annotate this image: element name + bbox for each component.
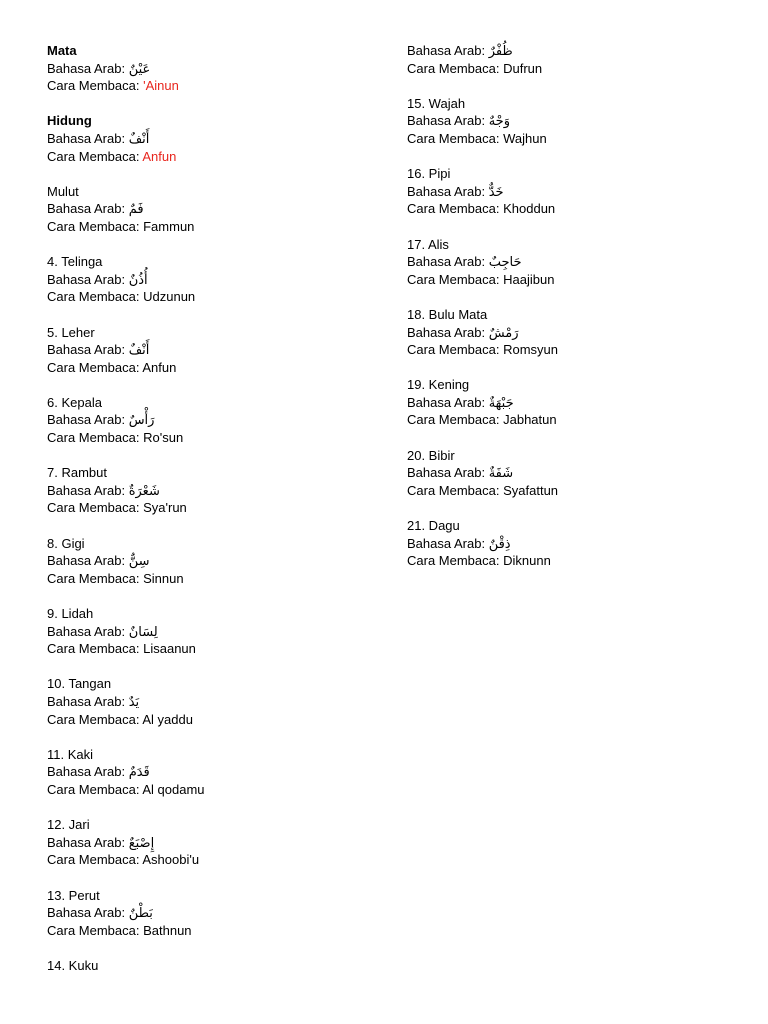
arabic-label: Bahasa Arab: (47, 60, 126, 76)
reading-line (47, 218, 377, 236)
entry-bibir (407, 447, 737, 500)
arabic-word: ذِقْنٌ (488, 536, 511, 552)
reading-label: Cara Membaca: (47, 148, 140, 164)
reading-line (407, 271, 737, 289)
reading-line (407, 130, 737, 148)
arabic-line (407, 183, 737, 201)
arabic-label: Bahasa Arab: (47, 482, 126, 498)
arabic-label: Bahasa Arab: (47, 623, 126, 639)
reading-value: Jabhatun (503, 412, 557, 428)
arabic-label: Bahasa Arab: (47, 201, 126, 217)
reading-label: Cara Membaca: (407, 130, 500, 146)
reading-line (47, 148, 377, 166)
arabic-word: يَدٌ (128, 694, 140, 710)
reading-value: Khoddun (503, 201, 556, 217)
entry-heading: 13. Perut (47, 887, 100, 903)
arabic-line (47, 693, 377, 711)
arabic-line (47, 763, 377, 781)
reading-label: Cara Membaca: (407, 271, 500, 287)
entry-pipi (407, 165, 737, 218)
arabic-word: رَأْسٌ (128, 413, 155, 429)
arabic-word: لِسَانٌ (128, 624, 158, 640)
entry-heading: 18. Bulu Mata (407, 306, 488, 322)
reading-line (47, 640, 377, 658)
reading-value: Syafattun (503, 482, 559, 498)
arabic-line (47, 411, 377, 429)
arabic-word: خَدٌّ (488, 184, 504, 200)
reading-line (47, 922, 377, 940)
entry-heading: 5. Leher (47, 324, 95, 340)
entry-heading: 4. Telinga (47, 254, 103, 270)
arabic-line (47, 130, 377, 148)
arabic-line (47, 623, 377, 641)
entry-heading: 21. Dagu (407, 518, 460, 534)
arabic-line (47, 60, 377, 78)
reading-label: Cara Membaca: (407, 482, 500, 498)
entry-heading: Mulut (47, 183, 79, 199)
entry-telinga (47, 253, 377, 306)
reading-line (47, 711, 377, 729)
arabic-word: أَنْفٌ (128, 343, 150, 359)
entry-dagu (407, 517, 737, 570)
reading-line (407, 341, 737, 359)
right-column (407, 42, 737, 587)
arabic-word: حَاجِبٌ (488, 255, 522, 271)
reading-value: Al yaddu (142, 711, 193, 727)
reading-value: Dufrun (503, 60, 543, 76)
reading-line (47, 499, 377, 517)
reading-label: Cara Membaca: (47, 922, 140, 938)
entry-jari (47, 816, 377, 869)
arabic-label: Bahasa Arab: (47, 412, 126, 428)
reading-line (47, 77, 377, 95)
reading-value: Udzunun (143, 289, 196, 305)
entry-heading: 19. Kening (407, 377, 470, 393)
arabic-line (407, 535, 737, 553)
arabic-line (407, 394, 737, 412)
reading-label: Cara Membaca: (47, 852, 140, 868)
reading-label: Cara Membaca: (47, 641, 140, 657)
arabic-line (47, 341, 377, 359)
reading-label: Cara Membaca: (47, 570, 140, 586)
reading-value: Lisaanun (143, 641, 196, 657)
arabic-label: Bahasa Arab: (407, 535, 486, 551)
entry-heading: Mata (47, 43, 77, 58)
arabic-word: فَمٌ (128, 202, 144, 218)
arabic-label: Bahasa Arab: (47, 764, 126, 780)
arabic-word: جَبْهَةٌ (488, 395, 514, 411)
reading-line (407, 200, 737, 218)
arabic-word: وَجْهٌ (488, 114, 510, 130)
left-column (47, 42, 377, 992)
arabic-line (47, 552, 377, 570)
reading-label: Cara Membaca: (47, 218, 140, 234)
arabic-line (47, 200, 377, 218)
reading-line (47, 851, 377, 869)
reading-label: Cara Membaca: (47, 500, 140, 516)
reading-line (407, 411, 737, 429)
entry-bulu-mata (407, 306, 737, 359)
arabic-line (407, 112, 737, 130)
arabic-label: Bahasa Arab: (407, 254, 486, 270)
reading-value: Fammun (143, 218, 195, 234)
reading-line (47, 429, 377, 447)
arabic-word: أَنْفٌ (128, 131, 150, 147)
arabic-label: Bahasa Arab: (407, 324, 486, 340)
reading-line (47, 288, 377, 306)
arabic-label: Bahasa Arab: (407, 113, 486, 129)
arabic-word: شَفَةٌ (488, 466, 514, 482)
entry-heading: 15. Wajah (407, 95, 466, 111)
reading-value: Ro'sun (143, 430, 184, 446)
entry-lidah (47, 605, 377, 658)
reading-label: Cara Membaca: (47, 711, 140, 727)
arabic-label: Bahasa Arab: (407, 43, 486, 58)
arabic-line (47, 271, 377, 289)
entry-heading: 11. Kaki (47, 746, 94, 762)
reading-label: Cara Membaca: (47, 430, 140, 446)
arabic-label: Bahasa Arab: (407, 394, 486, 410)
arabic-word: عَيْنٌ (128, 61, 151, 77)
arabic-word: قَدَمٌ (128, 765, 150, 781)
arabic-word: سِنٌّ (128, 554, 150, 570)
reading-line (47, 570, 377, 588)
reading-value: Al qodamu (142, 781, 205, 797)
arabic-label: Bahasa Arab: (47, 553, 126, 569)
arabic-line (47, 834, 377, 852)
reading-label: Cara Membaca: (47, 359, 140, 375)
entry-gigi (47, 535, 377, 588)
entry-kepala (47, 394, 377, 447)
arabic-line (47, 904, 377, 922)
arabic-line (407, 42, 737, 60)
reading-value: Anfun (142, 148, 177, 164)
reading-value: Diknunn (503, 553, 551, 569)
arabic-word: رَمْشٌ (488, 325, 519, 341)
entry-heading: 9. Lidah (47, 606, 94, 621)
entry-heading: 17. Alis (407, 236, 449, 252)
reading-line (47, 781, 377, 799)
reading-label: Cara Membaca: (407, 201, 500, 217)
arabic-word: إِصْبَعٌ (128, 835, 155, 851)
arabic-label: Bahasa Arab: (47, 905, 126, 921)
reading-label: Cara Membaca: (407, 60, 500, 76)
reading-label: Cara Membaca: (407, 342, 500, 358)
arabic-word: شَعْرَةٌ (128, 483, 160, 499)
entry-mata (47, 42, 377, 95)
arabic-label: Bahasa Arab: (47, 693, 126, 709)
reading-value: Wajhun (503, 130, 547, 146)
entry-kaki (47, 746, 377, 799)
entry-hidung (47, 112, 377, 165)
entry-kuku-continued (407, 42, 737, 77)
entry-tangan (47, 675, 377, 728)
entry-leher (47, 324, 377, 377)
reading-label: Cara Membaca: (407, 412, 500, 428)
arabic-label: Bahasa Arab: (47, 130, 126, 146)
reading-value: Sya'run (143, 500, 187, 516)
reading-value: 'Ainun (143, 78, 179, 94)
entry-rambut (47, 464, 377, 517)
reading-value: Bathnun (143, 922, 192, 938)
entry-kuku (47, 957, 377, 975)
entry-heading: Hidung (47, 113, 92, 129)
arabic-label: Bahasa Arab: (407, 465, 486, 481)
entry-heading: 10. Tangan (47, 676, 112, 692)
arabic-label: Bahasa Arab: (47, 342, 126, 358)
reading-value: Haajibun (503, 271, 555, 287)
arabic-label: Bahasa Arab: (47, 271, 126, 287)
arabic-label: Bahasa Arab: (407, 183, 486, 199)
entry-perut (47, 887, 377, 940)
entry-heading: 7. Rambut (47, 465, 107, 481)
reading-label: Cara Membaca: (407, 553, 500, 569)
reading-value: Anfun (142, 359, 177, 375)
entry-heading: 6. Kepala (47, 394, 102, 410)
reading-value: Romsyun (503, 342, 559, 358)
arabic-label: Bahasa Arab: (47, 834, 126, 850)
entry-mulut (47, 183, 377, 236)
reading-line (407, 552, 737, 570)
arabic-word: أُذُنٌ (128, 272, 148, 288)
reading-label: Cara Membaca: (47, 78, 140, 94)
reading-line (407, 482, 737, 500)
reading-line (407, 60, 737, 78)
arabic-word: بَطْنٌ (128, 906, 153, 922)
arabic-line (407, 253, 737, 271)
entry-heading: 14. Kuku (47, 957, 99, 973)
entry-wajah (407, 95, 737, 148)
entry-heading: 20. Bibir (407, 447, 455, 463)
entry-heading: 16. Pipi (407, 166, 451, 182)
reading-value: Sinnun (143, 570, 184, 586)
entry-heading: 8. Gigi (47, 535, 85, 551)
arabic-line (47, 482, 377, 500)
arabic-word: ظُفْرٌ (488, 44, 513, 59)
arabic-line (407, 464, 737, 482)
entry-alis (407, 236, 737, 289)
arabic-line (407, 324, 737, 342)
entry-kening (407, 376, 737, 429)
reading-line (47, 359, 377, 377)
reading-label: Cara Membaca: (47, 781, 140, 797)
reading-value: Ashoobi'u (142, 852, 200, 868)
entry-heading: 12. Jari (47, 817, 90, 833)
reading-label: Cara Membaca: (47, 289, 140, 305)
